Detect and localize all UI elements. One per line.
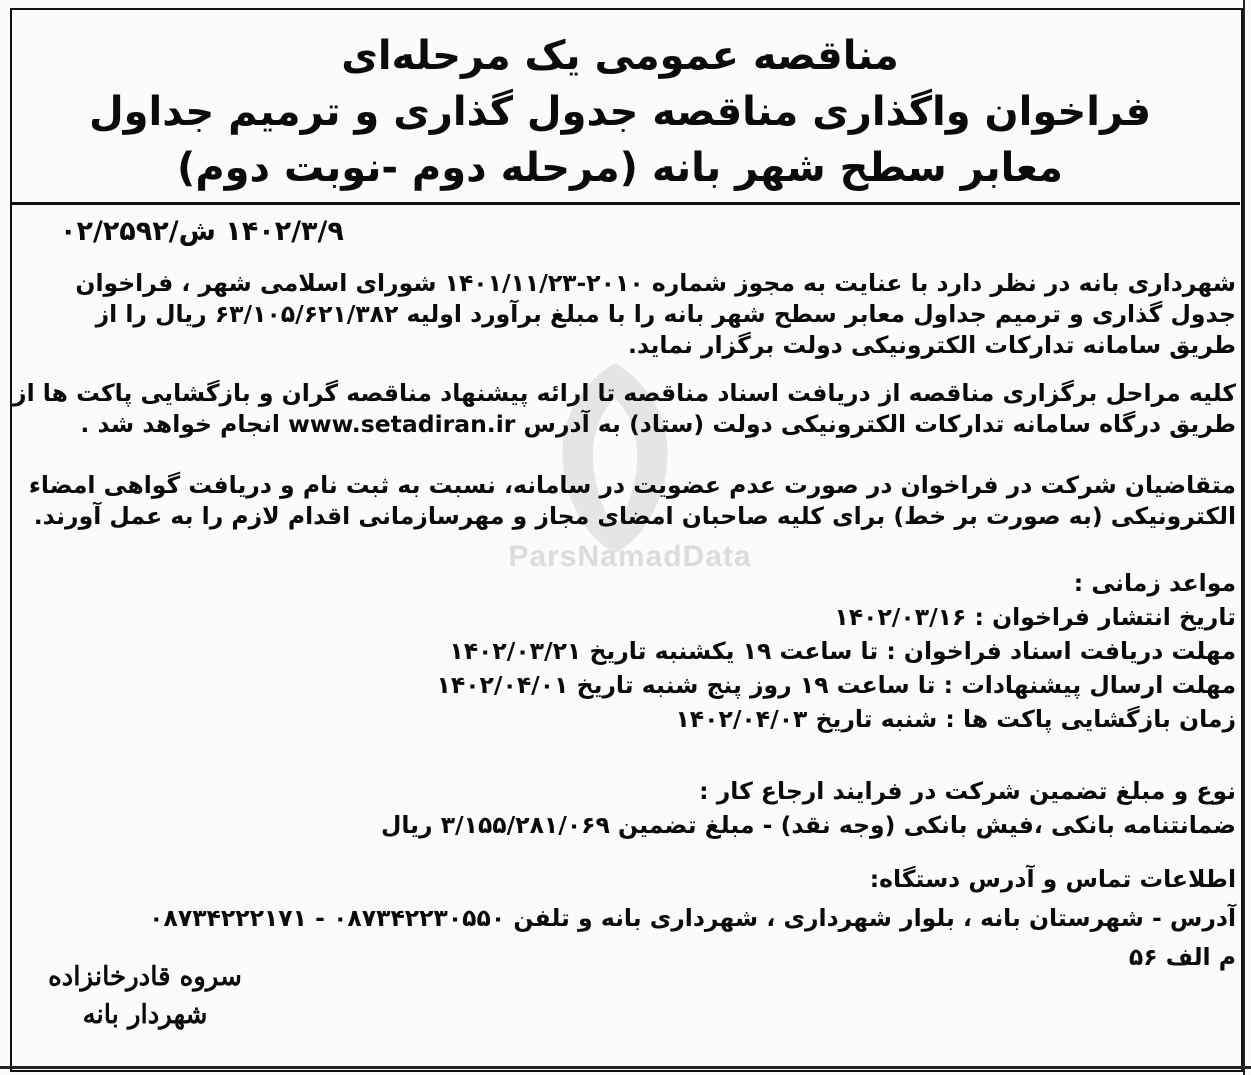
schedule-heading: مواعد زمانی : [1073,569,1236,597]
title-line-3: معابر سطح شهر بانه (مرحله دوم -نوبت دوم) [177,145,1063,191]
text-line: شهرداری بانه در نظر دارد با عنایت به مجوز شماره ۲۰۱۰-۱۴۰۱/۱۱/۲۳ شورای اسلامی شهر ، فراخوان [75,269,1236,297]
announcement-title [60,28,1180,196]
bottom-rule [0,1066,1251,1069]
ad-code: م الف ۵۶ [1128,943,1236,971]
text-line: الکترونیکی (به صورت بر خط) برای کلیه صاحبان امضای مجاز و مهرسازمانی اقدام لازم را به عمل آورند. [33,502,1236,530]
reference-number: ۱۴۰۲/۳/۹ ش/۰۲/۲۵۹۲ [60,216,344,247]
contact-address: آدرس - شهرستان بانه ، بلوار شهرداری ، شهرداری بانه و تلفن ۰۸۷۳۴۲۲۳۰۵۵۰ - ۰۸۷۳۴۲۲۲۱۷۱ [149,904,1236,932]
signatory-role: شهردار بانه [82,1000,208,1030]
schedule-bids-deadline: مهلت ارسال پیشنهادات : تا ساعت ۱۹ روز پنج شنبه تاریخ ۱۴۰۲/۰۴/۰۱ [436,671,1236,699]
column-rule [1243,0,1245,1075]
watermark-text: ParsNamadData [508,540,752,573]
guarantee-text: ضمانتنامه بانکی ،فیش بانکی (وجه نقد) - مبلغ تضمین ۳/۱۵۵/۲۸۱/۰۶۹ ریال [380,811,1236,839]
paragraph-registration [28,470,1236,532]
text-line: کلیه مراحل برگزاری مناقصه از دریافت اسناد مناقصه تا ارائه پیشنهاد مناقصه گران و بازگشایی پاکت ها از [13,379,1236,407]
paragraph-authorization [40,268,1236,361]
title-separator [12,202,1240,205]
guarantee-heading: نوع و مبلغ تضمین شرکت در فرایند ارجاع کار : [699,777,1236,805]
signature-block [30,958,260,1034]
title-line-2: فراخوان واگذاری مناقصه جدول گذاری و ترمیم جداول [88,89,1152,135]
schedule-publish-date: تاریخ انتشار فراخوان : ۱۴۰۲/۰۳/۱۶ [834,603,1236,631]
title-line-1: مناقصه عمومی یک مرحله‌ای [341,33,899,79]
schedule-section [40,566,1236,736]
signatory-name: سروه قادرخانزاده [48,962,242,992]
contact-heading: اطلاعات تماس و آدرس دستگاه: [869,865,1236,893]
schedule-docs-deadline: مهلت دریافت اسناد فراخوان : تا ساعت ۱۹ یکشنبه تاریخ ۱۴۰۲/۰۳/۲۱ [449,637,1236,665]
text-line: متقاضیان شرکت در فراخوان در صورت عدم عضویت در سامانه، نسبت به ثبت نام و دریافت گواهی امضاء [28,471,1236,499]
text-line: طریق سامانه تدارکات الکترونیکی دولت برگزار نماید. [628,331,1236,359]
text-line: طریق درگاه سامانه تدارکات الکترونیکی دولت (ستاد) به آدرس www.setadiran.ir انجام خواهد شد . [80,410,1236,438]
text-line: جدول گذاری و ترمیم جداول معابر سطح شهر بانه را با مبلغ برآورد اولیه ۶۳/۱۰۵/۶۲۱/۳۸۲ ریال را از [95,300,1236,328]
schedule-opening-date: زمان بازگشایی پاکت ها : شنبه تاریخ ۱۴۰۲/۰۴/۰۳ [675,705,1236,733]
guarantee-section [40,774,1236,842]
paragraph-process [13,378,1236,440]
